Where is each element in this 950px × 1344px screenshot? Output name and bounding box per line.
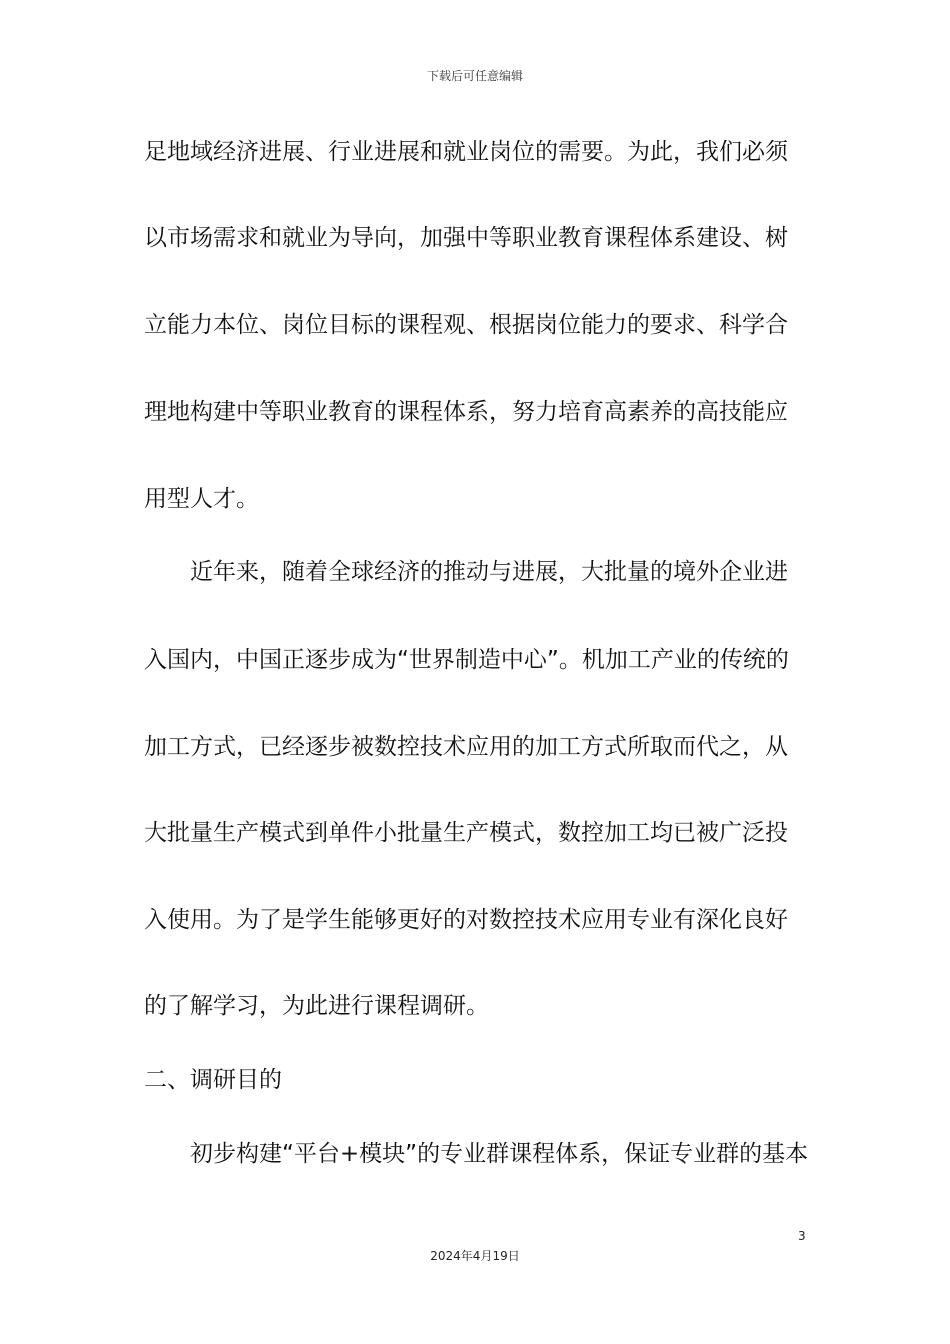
page-number: 3 <box>798 1229 806 1243</box>
paragraph-line: 初步构建“平台+模块”的专业群课程体系，保证专业群的基本 <box>190 1141 809 1167</box>
paragraph-line: 用型人才。 <box>144 486 259 512</box>
paragraph-line: 立能力本位、岗位目标的课程观、根据岗位能力的要求、科学合 <box>144 312 788 338</box>
paragraph-line: 入国内，中国正逐步成为“世界制造中心”。机加工产业的传统的 <box>144 647 789 673</box>
paragraph-line: 近年来，随着全球经济的推动与进展，大批量的境外企业进 <box>190 559 788 585</box>
section-heading: 二、调研目的 <box>144 1067 282 1093</box>
paragraph-line: 的了解学习，为此进行课程调研。 <box>144 993 489 1019</box>
paragraph-line: 大批量生产模式到单件小批量生产模式，数控加工均已被广泛投 <box>144 820 788 846</box>
paragraph-line: 以市场需求和就业为导向，加强中等职业教育课程体系建设、树 <box>144 225 788 251</box>
footer-date: 2024年4月19日 <box>430 1249 520 1263</box>
page-header: 下载后可任意编辑 <box>426 69 523 83</box>
paragraph-line: 足地域经济进展、行业进展和就业岗位的需要。为此，我们必须 <box>144 139 788 165</box>
paragraph-line: 理地构建中等职业教育的课程体系，努力培育高素养的高技能应 <box>144 399 788 425</box>
paragraph-line: 加工方式，已经逐步被数控技术应用的加工方式所取而代之，从 <box>144 734 788 760</box>
paragraph-line: 入使用。为了是学生能够更好的对数控技术应用专业有深化良好 <box>144 907 788 933</box>
